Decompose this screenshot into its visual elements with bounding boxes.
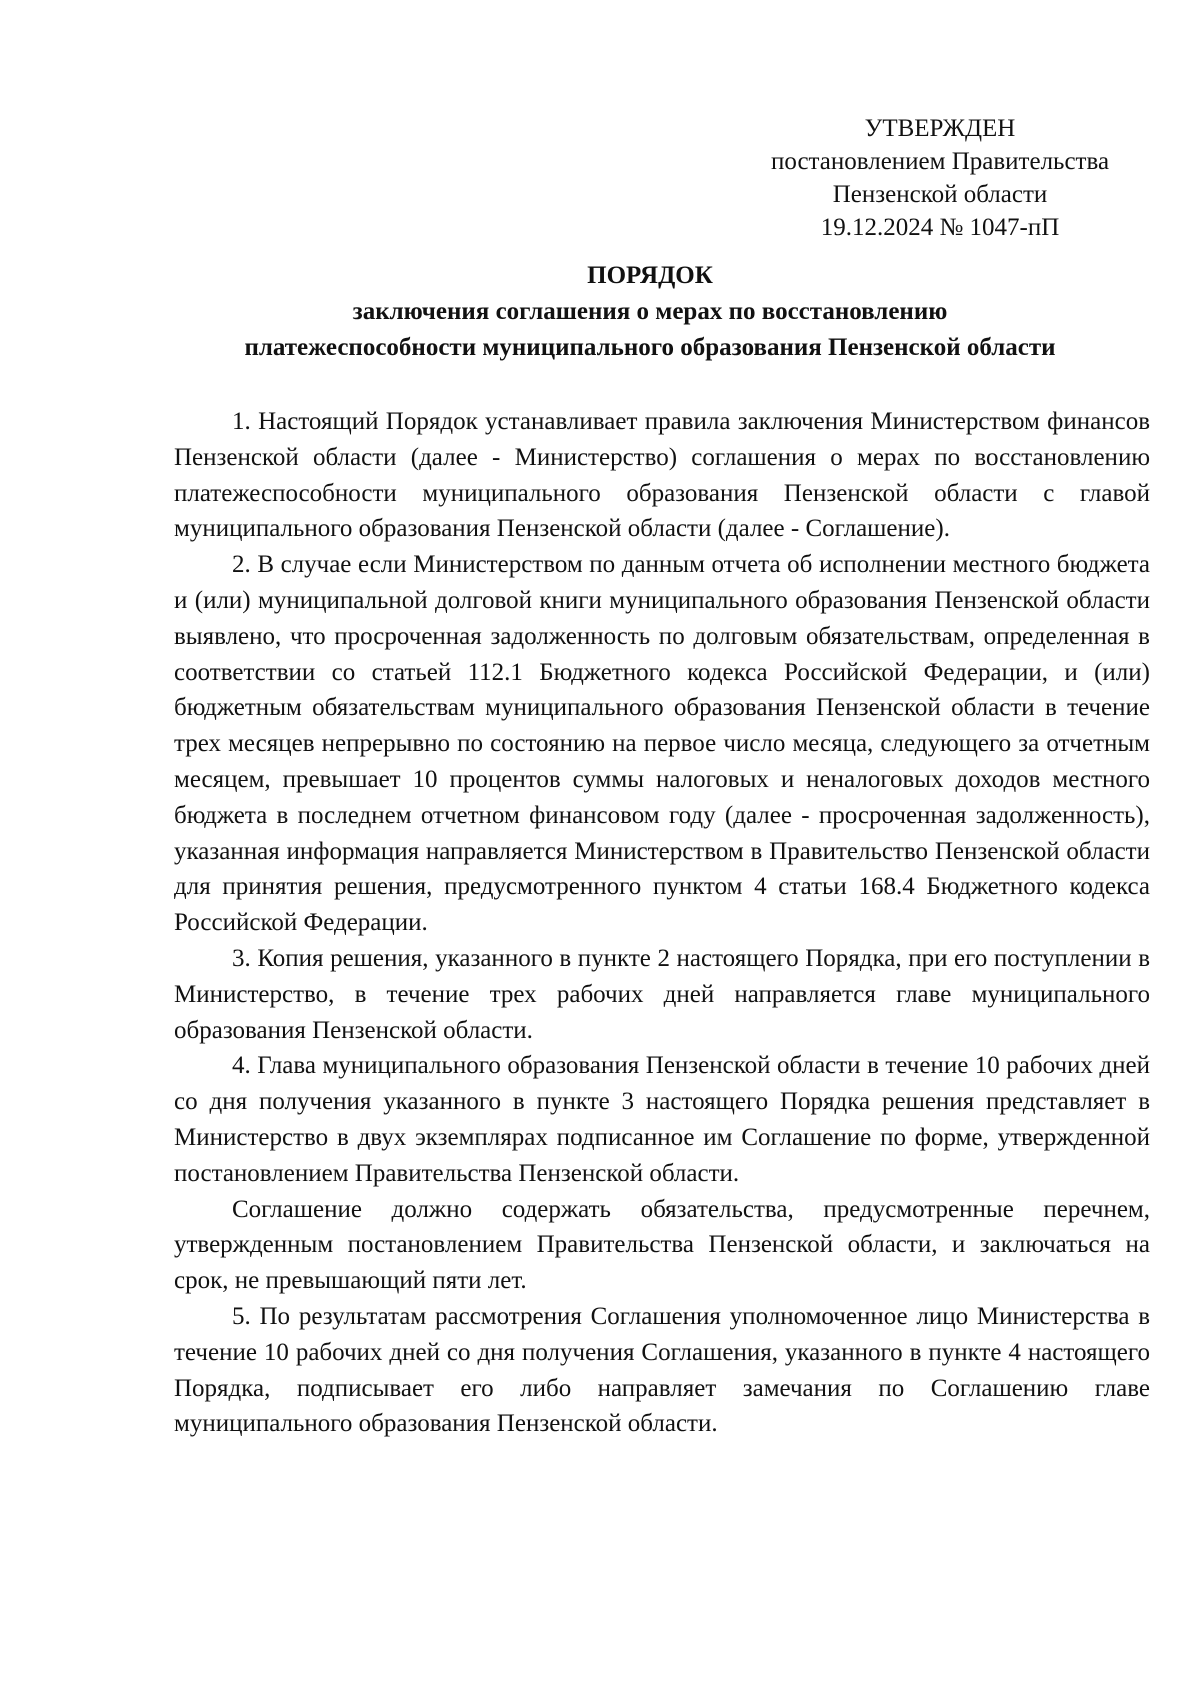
paragraph-2: 2. В случае если Министерством по данным отчета об исполнении местного бюджета и (или) муниципальной долговой книги муниципального образования Пензенской области выявлено, что просроченная задолженность по долговым обязательствам, определенная в соответствии со статьей 112.1 Бюджетного кодекса Российской Федерации, и (или) бюджетным обязательствам муниципального образования Пензенской области в течение трех месяцев непрерывно по состоянию на первое число месяца, следующего за отчетным месяцем, превышает 10 процентов суммы налоговых и неналоговых доходов местного бюджета в последнем отчетном финансовом году (далее - просроченная задолженность), указанная информация направляется Министерством в Правительство Пензенской области для принятия решения, предусмотренного пунктом 4 статьи 168.4 Бюджетного кодекса Российской Федерации. bbox=[174, 551, 1150, 937]
approval-authority: постановлением Правительства bbox=[770, 148, 1110, 175]
approval-date-number: 19.12.2024 № 1047-пП bbox=[820, 214, 1060, 241]
document-subtitle-line-2: платежеспособности муниципального образования Пензенской области bbox=[244, 334, 1056, 361]
paragraph-5: 5. По результатам рассмотрения Соглашения уполномоченное лицо Министерства в течение 10 рабочих дней со дня получения Соглашения, указанного в пункте 4 настоящего Порядка, подписывает его либо направляет замечания по Соглашению главе муниципального образования Пензенской области. bbox=[174, 1302, 1150, 1438]
paragraph-3: 3. Копия решения, указанного в пункте 2 настоящего Порядка, при его поступлении в Министерство, в течение трех рабочих дней направляется главе муниципального образования Пензенской области. bbox=[174, 944, 1150, 1044]
approval-region: Пензенской области bbox=[832, 181, 1048, 208]
document-heading bbox=[160, 258, 1140, 366]
document-title: ПОРЯДОК bbox=[587, 262, 713, 289]
paragraph-4: 4. Глава муниципального образования Пензенской области в течение 10 рабочих дней со дня получения указанного в пункте 3 настоящего Порядка решения представляет в Министерство в двух экземплярах подписанное им Соглашение по форме, утвержденной постановлением Правительства Пензенской области. bbox=[174, 1052, 1150, 1187]
document-body bbox=[174, 404, 1150, 1442]
paragraph-1: 1. Настоящий Порядок устанавливает правила заключения Министерством финансов Пензенской области (далее - Министерство) соглашения о мерах по восстановлению платежеспособности муниципального образования Пензенской области с главой муниципального образования Пензенской области (далее - Соглашение). bbox=[174, 408, 1150, 543]
approval-stamp bbox=[700, 112, 1180, 244]
approval-status: УТВЕРЖДЕН bbox=[864, 115, 1016, 142]
document-subtitle-line-1: заключения соглашения о мерах по восстановлению bbox=[352, 298, 948, 325]
paragraph-4-continuation: Соглашение должно содержать обязательства, предусмотренные перечнем, утвержденным постановлением Правительства Пензенской области, и заключаться на срок, не превышающий пяти лет. bbox=[174, 1195, 1150, 1295]
